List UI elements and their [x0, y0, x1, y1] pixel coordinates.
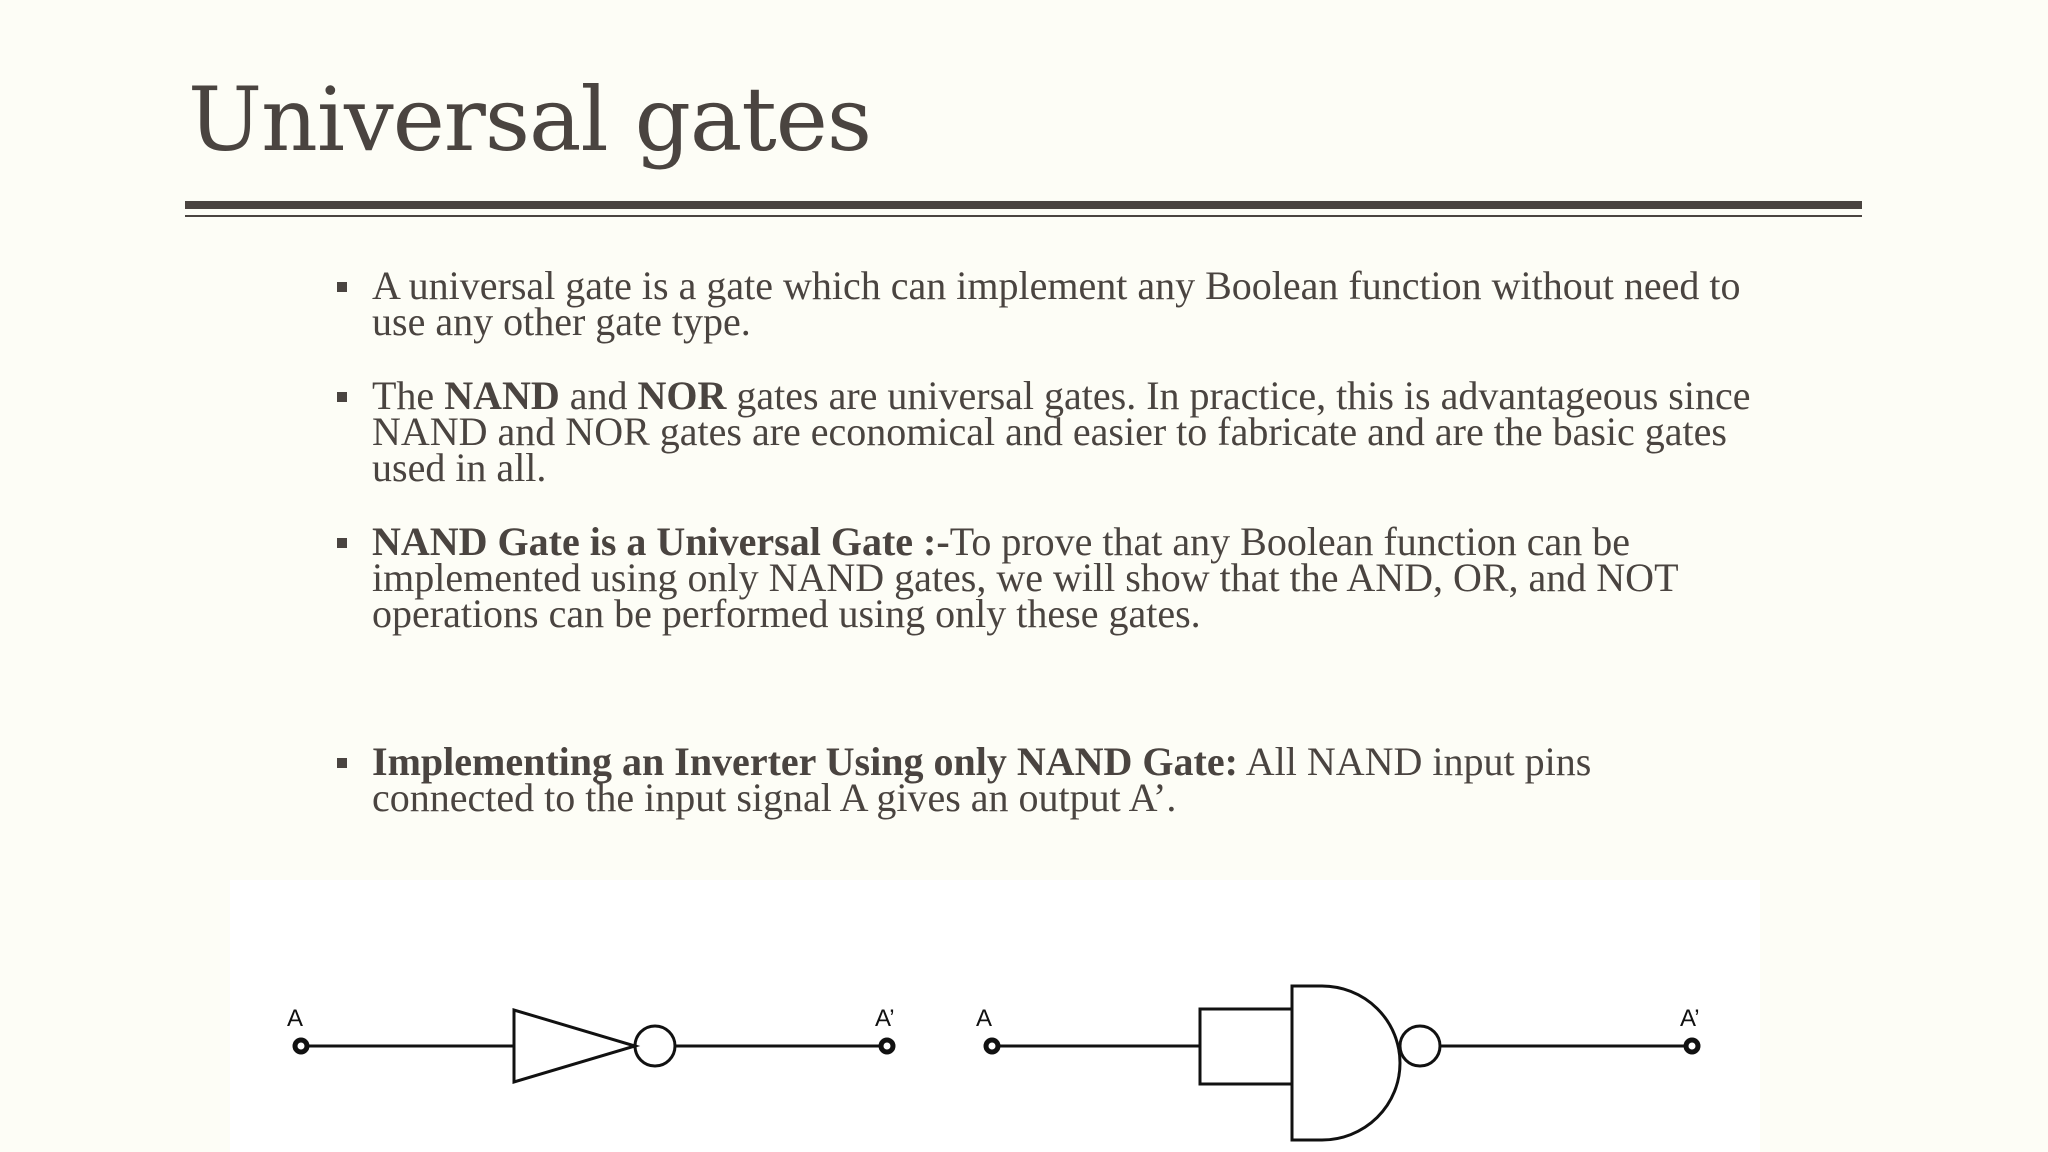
- bullet-mid: and: [559, 373, 638, 418]
- nand-bubble: [1400, 1026, 1440, 1066]
- inverter-output-label: A’: [875, 1005, 895, 1032]
- square-bullet-icon: [337, 538, 347, 548]
- bullet-bold-heading: Implementing an Inverter Using only NAND Gate:: [372, 739, 1238, 784]
- square-bullet-icon: [337, 758, 347, 768]
- bullet-bold-nor: NOR: [637, 373, 727, 418]
- bullet-rest: To prove that any Boolean function can be implemented using only NAND gates, we will show that the AND, OR, and NOT operations can be performed using only these gates.: [372, 519, 1678, 636]
- inverter-diagram: [287, 1005, 895, 1082]
- inverter-input-terminal: [295, 1040, 307, 1052]
- gate-diagram-figure: [230, 880, 1760, 1152]
- nand-input-label: A: [976, 1005, 993, 1032]
- bullet-rest: gates are universal gates. In practice, this is advantageous since NAND and NOR gates are economical and easier to fabricate and are the basic gates used in all.: [372, 373, 1751, 490]
- bullet-bold-heading: NAND Gate is a Universal Gate :-: [372, 519, 950, 564]
- title-rule-thin: [185, 215, 1862, 217]
- inverter-triangle: [514, 1010, 635, 1082]
- bullet-inverter-nand: [333, 739, 1753, 820]
- title-rule-thick: [185, 201, 1862, 209]
- nand-output-label: A’: [1680, 1005, 1700, 1032]
- nand-output-terminal: [1686, 1040, 1698, 1052]
- bullet-nand-nor: [333, 373, 1753, 490]
- bullet-text: A universal gate is a gate which can implement any Boolean function without need to use any other gate type.: [372, 263, 1741, 344]
- square-bullet-icon: [337, 282, 347, 292]
- square-bullet-icon: [337, 392, 347, 402]
- bullet-prefix: The: [372, 373, 445, 418]
- inverter-input-label: A: [287, 1005, 304, 1032]
- bullet-list: [333, 263, 1753, 820]
- gate-diagram: [230, 880, 1760, 1152]
- bullet-universal-gate-definition: [333, 263, 1753, 344]
- slide-title: Universal gates: [188, 68, 871, 171]
- nand-gate-body: [1292, 986, 1400, 1140]
- inverter-bubble: [635, 1026, 675, 1066]
- inverter-output-terminal: [881, 1040, 893, 1052]
- bullet-bold-nand: NAND: [444, 373, 560, 418]
- bullet-rest: All NAND input pins connected to the input signal A gives an output A’.: [372, 739, 1592, 820]
- nand-inverter-diagram: [976, 986, 1700, 1140]
- nand-input-tie-box: [1200, 1009, 1292, 1084]
- bullet-nand-universal: [333, 519, 1753, 636]
- nand-input-terminal: [986, 1040, 998, 1052]
